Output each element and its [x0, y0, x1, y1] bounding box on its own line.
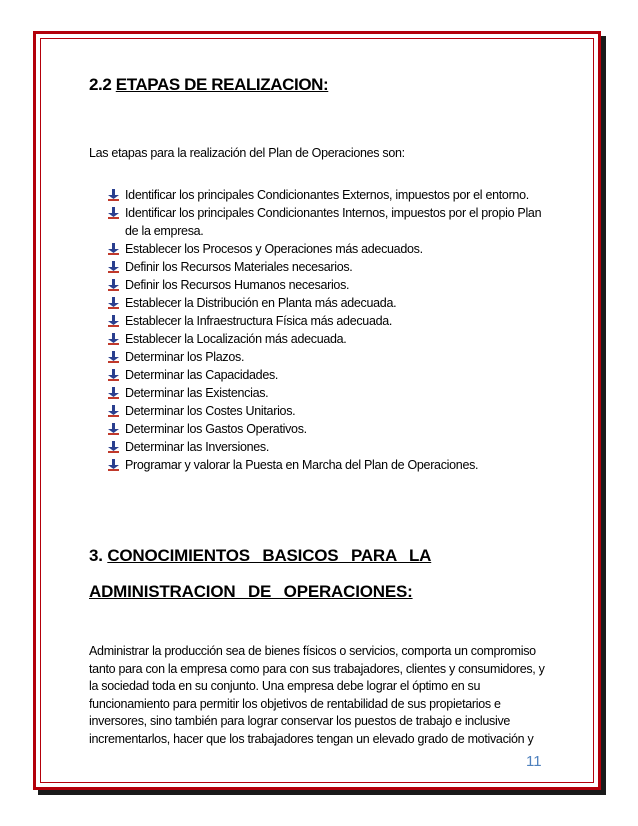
list-item-text: Determinar las Capacidades. — [125, 368, 279, 382]
list-item-text: Establecer la Distribución en Planta más adecuada. — [125, 296, 397, 310]
list-item — [108, 402, 548, 420]
pushpin-arrow-icon — [108, 351, 119, 363]
list-item — [108, 456, 548, 474]
section-3-title-line2: ADMINISTRACION DE OPERACIONES: — [89, 582, 413, 601]
list-item — [108, 240, 548, 258]
section-3-heading — [89, 538, 431, 610]
section-2-2-heading — [89, 75, 328, 95]
list-item — [108, 420, 548, 438]
section-3-heading-line1 — [89, 538, 431, 574]
section-2-2-title: ETAPAS DE REALIZACION: — [115, 75, 329, 94]
list-item-text: Determinar las Existencias. — [125, 386, 269, 400]
pushpin-arrow-icon — [108, 387, 119, 399]
list-item — [108, 186, 548, 204]
list-item — [108, 348, 548, 366]
section-3-title-line1: CONOCIMIENTOS BASICOS PARA LA — [107, 546, 432, 565]
list-item-text: Establecer la Infraestructura Física más adecuada. — [125, 314, 393, 328]
pushpin-arrow-icon — [108, 297, 119, 309]
pushpin-arrow-icon — [108, 459, 119, 471]
pushpin-arrow-icon — [108, 333, 119, 345]
section-2-2-number: 2.2 — [89, 75, 112, 94]
list-item-text: Programar y valorar la Puesta en Marcha del Plan de Operaciones. — [125, 458, 479, 472]
list-item — [108, 312, 548, 330]
list-item-text: Determinar los Gastos Operativos. — [125, 422, 307, 436]
list-item — [108, 204, 548, 240]
pushpin-arrow-icon — [108, 405, 119, 417]
list-item-text: Identificar los principales Condicionantes Internos, impuestos por el propio Plan de la empresa. — [125, 206, 542, 238]
pushpin-arrow-icon — [108, 261, 119, 273]
list-item-text: Definir los Recursos Humanos necesarios. — [125, 278, 350, 292]
list-item — [108, 330, 548, 348]
list-item — [108, 294, 548, 312]
list-item-text: Definir los Recursos Materiales necesarios. — [125, 260, 353, 274]
list-item-text: Establecer la Localización más adecuada. — [125, 332, 347, 346]
pushpin-arrow-icon — [108, 441, 119, 453]
list-item — [108, 276, 548, 294]
list-item-text: Identificar los principales Condicionantes Externos, impuestos por el entorno. — [125, 188, 529, 202]
section-2-2-intro: Las etapas para la realización del Plan de Operaciones son: — [89, 146, 405, 160]
pushpin-arrow-icon — [108, 207, 119, 219]
pushpin-arrow-icon — [108, 369, 119, 381]
list-item-text: Determinar las Inversiones. — [125, 440, 270, 454]
list-item — [108, 438, 548, 456]
pushpin-arrow-icon — [108, 315, 119, 327]
page-number: 11 — [526, 753, 542, 770]
list-item — [108, 366, 548, 384]
section-3-paragraph: Administrar la producción sea de bienes físicos o servicios, comporta un compromiso tanto para con la empresa como para con sus trabajadores, clientes y consumidores, y la sociedad toda en su conjunto. Una empresa debe lograr el óptimo en su funcionamiento para permitir los objetivos de rentabilidad de sus propietarios e inversores, sino también para lograr conservar los puestos de trabajo e inclusive incrementarlos, hacer que los trabajadores tengan un elevado grado de motivación y — [89, 644, 545, 746]
pushpin-arrow-icon — [108, 423, 119, 435]
section-3-number: 3. — [89, 546, 103, 565]
list-item-text: Determinar los Plazos. — [125, 350, 245, 364]
pushpin-arrow-icon — [108, 243, 119, 255]
list-item — [108, 384, 548, 402]
list-item-text: Determinar los Costes Unitarios. — [125, 404, 296, 418]
list-item-text: Establecer los Procesos y Operaciones más adecuados. — [125, 242, 423, 256]
pushpin-arrow-icon — [108, 279, 119, 291]
pushpin-arrow-icon — [108, 189, 119, 201]
list-item — [108, 258, 548, 276]
stages-list — [108, 186, 548, 474]
section-3-heading-line2 — [89, 574, 431, 610]
